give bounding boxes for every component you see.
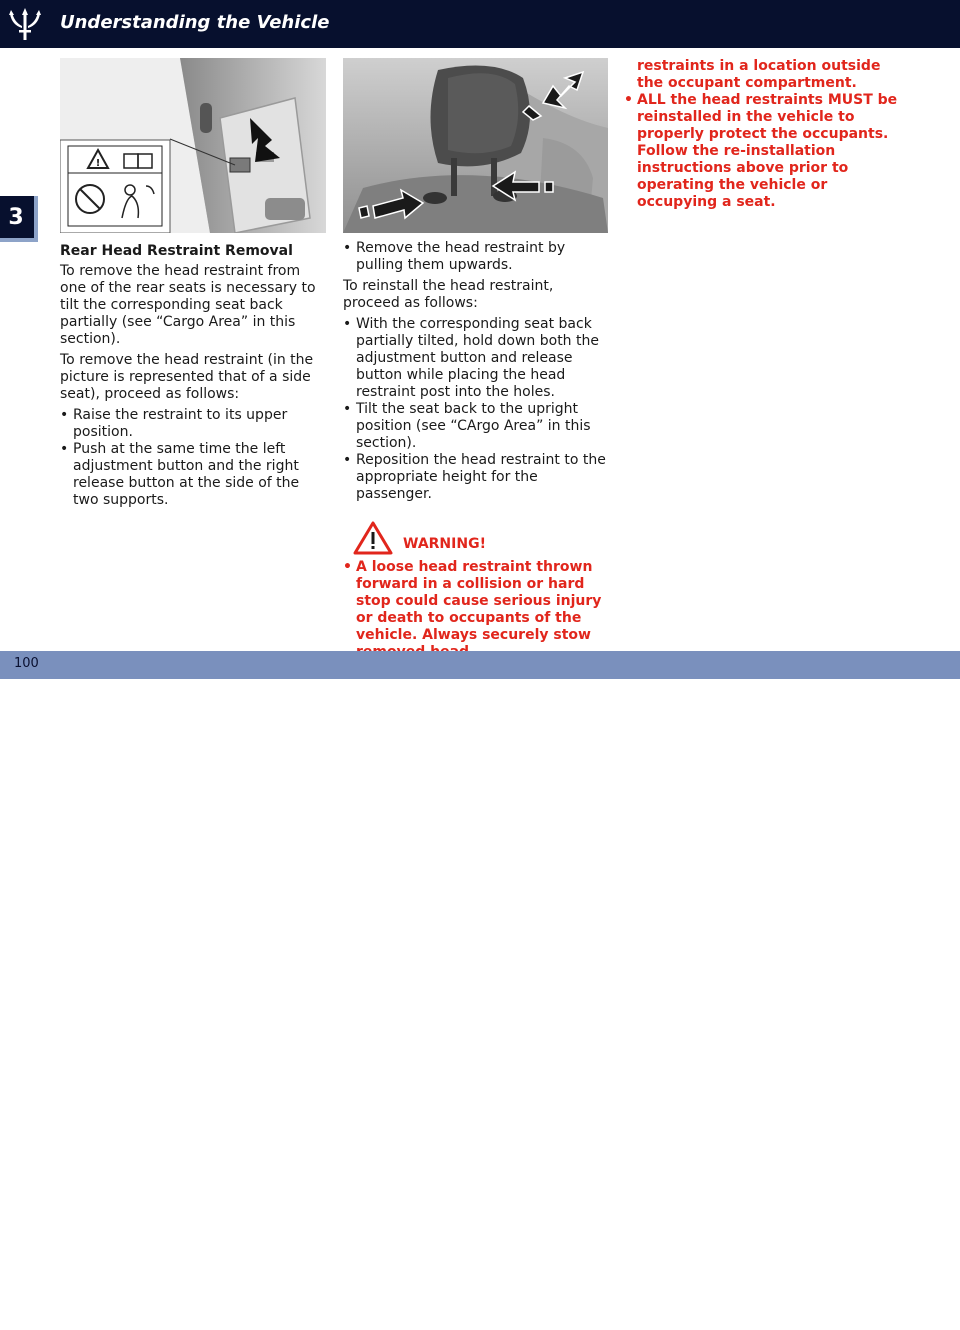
warning-list <box>624 92 904 211</box>
list-item: • Tilt the seat back to the upright position (see “CArgo Area” in this section). <box>343 401 611 452</box>
footer-bar <box>0 651 960 1330</box>
list-item: • A loose head restraint thrown forward in a collision or hard stop could cause serious injury or death to occupants of the vehicle. Always securely stow <box>343 559 611 661</box>
paragraph: To remove the head restraint (in the picture is represented that of a side seat), proceed as follows: <box>60 352 314 402</box>
paragraph: To reinstall the head restraint, proceed as follows: <box>343 278 554 311</box>
bullet-list <box>60 407 326 509</box>
headrest-removal-photo <box>343 58 608 233</box>
section-tab: 3 <box>0 196 38 242</box>
column-2 <box>343 240 611 661</box>
warning-block <box>343 521 611 661</box>
list-item: • Remove the head restraint by pulling them upwards. <box>343 240 611 274</box>
page-title: Understanding the Vehicle <box>60 12 330 33</box>
bullet-list <box>343 240 611 274</box>
list-item: • ALL the head restraints MUST be reinstalled in the vehicle to properly protect the occupants. Follow the re-installation instructions above prior to operating the vehicle or occupying a seat. <box>624 92 904 211</box>
warning-title: WARNING! <box>403 536 486 552</box>
column-1 <box>60 243 326 509</box>
svg-text:!: ! <box>95 158 101 169</box>
bullet-list <box>343 316 611 503</box>
header-bar <box>0 0 960 48</box>
column-3 <box>624 58 904 211</box>
trident-logo-icon <box>8 6 42 42</box>
page-number: 100 <box>14 656 39 671</box>
warning-triangle-icon <box>353 521 393 555</box>
paragraph: To remove the head restraint from one of the rear seats is necessary to tilt the corresponding seat back partially (see “Cargo Area” in this section). <box>60 263 316 347</box>
warning-header <box>353 521 611 555</box>
warning-list <box>343 559 611 661</box>
section-heading: Rear Head Restraint Removal <box>60 243 293 259</box>
warning-continuation: restraints in a location outside the occupant compartment. <box>637 58 881 91</box>
rear-headrest-panel-photo <box>60 58 326 233</box>
list-item: • Push at the same time the left adjustment button and the right release button at the side of the two supports. <box>60 441 326 509</box>
list-item: • Raise the restraint to its upper position. <box>60 407 326 441</box>
list-item: • Reposition the head restraint to the appropriate height for the passenger. <box>343 452 611 503</box>
watermark-text: carmanualsonline.info <box>535 1308 784 1330</box>
list-item: • With the corresponding seat back partially tilted, hold down both the adjustment button and release button while placing the head restraint post into the holes. <box>343 316 611 401</box>
